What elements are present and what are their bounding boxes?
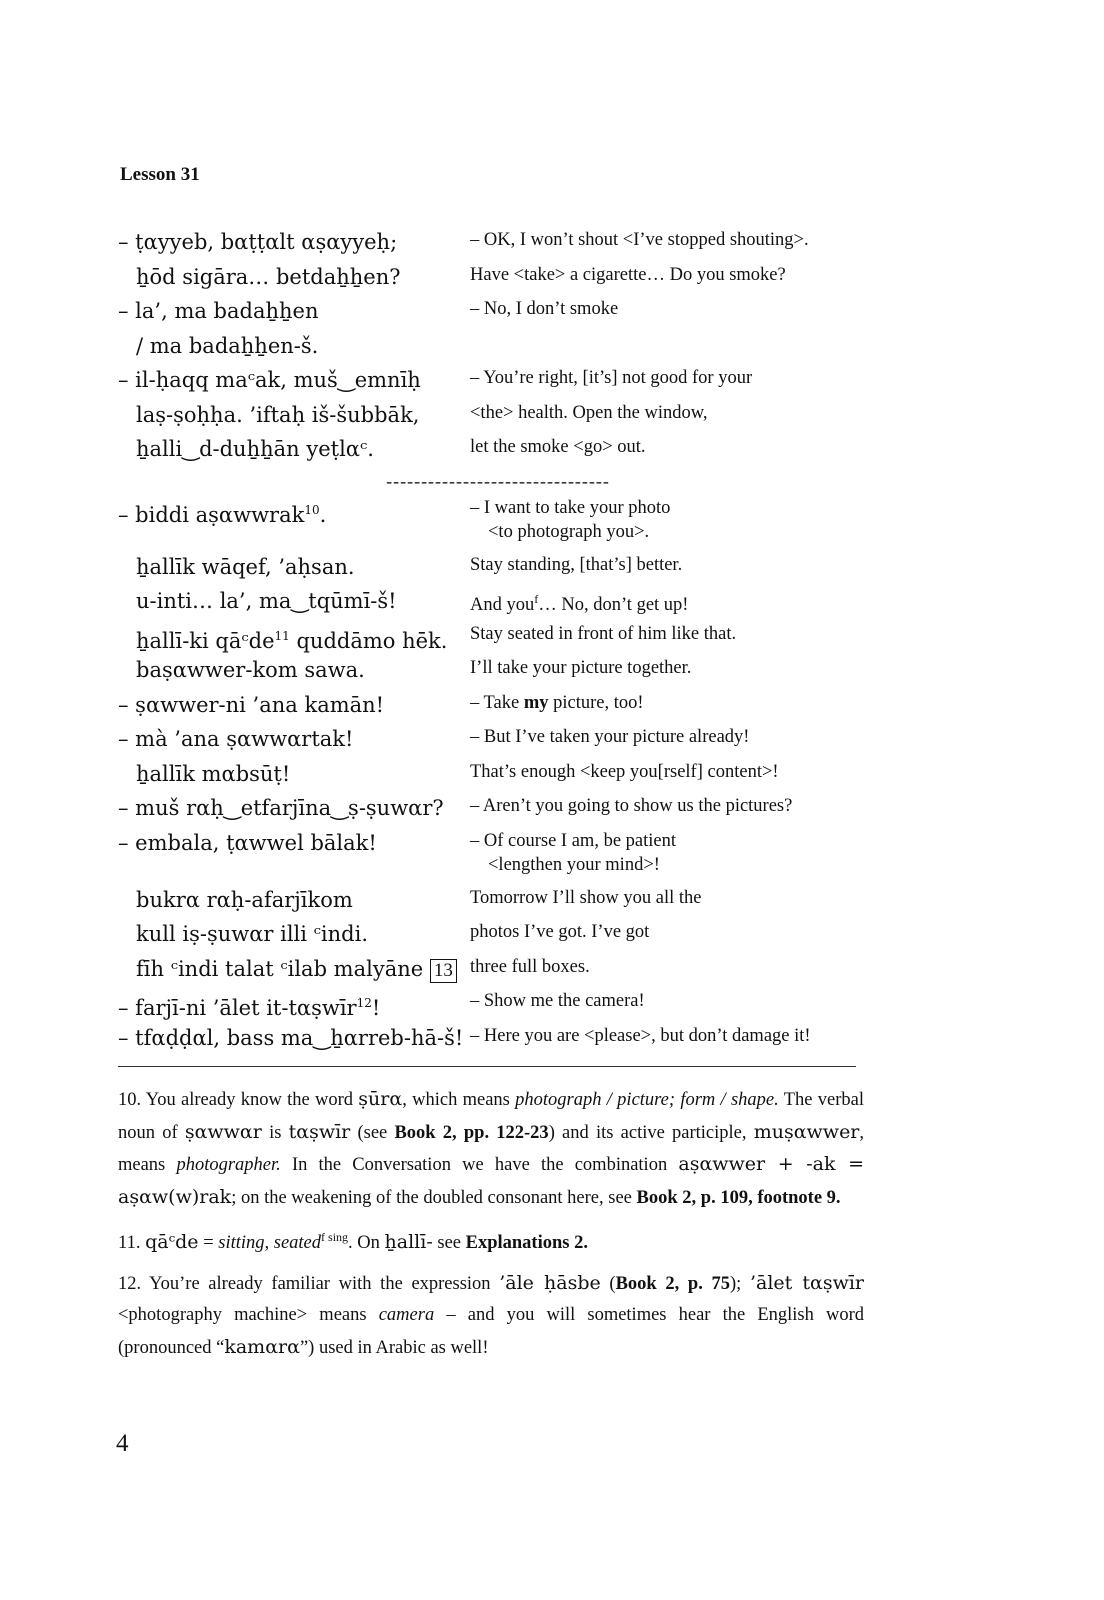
note-reference: Book 2, p. 109, footnote 9. [636, 1187, 841, 1208]
arabic-text: ẖallī-ki qāᶜde [136, 628, 275, 653]
arabic-line [118, 725, 470, 753]
dialogue-line [118, 622, 878, 657]
arabic-line [118, 794, 470, 822]
english-text: I’ll take your picture together. [470, 658, 692, 678]
note-reference: Book 2, p. 75 [615, 1273, 730, 1294]
transliteration: ṣūrα [358, 1088, 403, 1110]
arabic-text: – la’, ma badaẖẖen [118, 299, 319, 323]
arabic-line [118, 496, 470, 529]
arabic-line [118, 366, 470, 394]
arabic-line [118, 263, 470, 291]
arabic-line [118, 1024, 470, 1052]
note-text: . On [348, 1233, 380, 1254]
note-text: , which means [402, 1090, 510, 1110]
english-line [470, 496, 878, 544]
english-text: Stay standing, [that’s] better. [470, 554, 683, 575]
english-text: That’s enough <keep you[rself] content>! [470, 761, 779, 782]
note-text: ) and its active participle, [548, 1122, 747, 1143]
gender-marker: f [534, 592, 539, 606]
footnote-ref: 11 [274, 628, 290, 643]
dialogue-line [118, 297, 878, 332]
arabic-text: – mà ’ana ṣαwwαrtak! [118, 727, 354, 751]
note-reference: Book 2, pp. 122-23 [394, 1122, 549, 1143]
english-line [470, 622, 878, 646]
footnote-ref: 10 [304, 502, 320, 517]
english-line [470, 920, 878, 944]
dialogue-line [118, 435, 878, 470]
dialogue-part-2 [118, 496, 878, 1059]
dialogue-line [118, 587, 878, 622]
transliteration: ’āle ḥāsbe [499, 1271, 601, 1294]
english-text: three full boxes. [470, 956, 590, 977]
english-text: <the> health. Open the window, [470, 402, 708, 423]
english-line [470, 553, 878, 577]
arabic-text: ẖallīk mαbsūṭ! [136, 761, 291, 786]
transliteration: tαṣwīr [288, 1120, 351, 1143]
footnote-ref: 12 [356, 996, 372, 1010]
english-text: Stay seated in front of him like that. [470, 623, 737, 644]
page-number: 4 [116, 1430, 129, 1457]
dialogue-line [118, 794, 878, 829]
english-line [470, 1024, 878, 1048]
arabic-line [118, 955, 470, 983]
note-text: You’re already familiar with the expression [149, 1273, 491, 1294]
arabic-text-tail: ! [371, 996, 381, 1020]
dialogue-line [118, 920, 878, 955]
dialogue-line [118, 725, 878, 760]
english-text: – Take my picture, too! [470, 692, 644, 713]
transliteration: aṣαwwer + -ak = aṣαw(w)rak [118, 1153, 864, 1208]
note-text: You already know the word [145, 1090, 354, 1110]
english-text: photos I’ve got. I’ve got [470, 922, 650, 942]
english-line [470, 955, 878, 979]
arabic-text: bukrα rαḥ-afarjīkom [136, 887, 353, 912]
arabic-line [118, 587, 470, 615]
arabic-line [118, 622, 470, 655]
arabic-text: ẖallīk wāqef, ’aḥsan. [136, 554, 355, 579]
arabic-text: – embala, ṭαwwel bālak! [118, 830, 377, 855]
english-line [470, 263, 878, 287]
dialogue-line [118, 656, 878, 691]
english-line [470, 366, 878, 390]
note-italic: camera [378, 1305, 435, 1326]
english-line [470, 760, 878, 784]
english-text: – OK, I won’t shout <I’ve stopped shouting>. [470, 230, 809, 250]
dialogue-line [118, 1024, 878, 1059]
arabic-text: fīh ᶜindi talat ᶜilab malyāne [136, 956, 424, 981]
arabic-text: / ma badaẖẖen-š. [136, 333, 319, 358]
note-text: The verbal noun of [118, 1090, 864, 1143]
dialogue-line [118, 366, 878, 401]
note-text: – and you will sometimes hear the English word (pronounced “ [118, 1305, 865, 1358]
transliteration: ẖallī- [384, 1231, 433, 1254]
english-text: let the smoke <go> out. [470, 437, 646, 457]
english-line [470, 691, 878, 715]
transliteration: muṣαwwer [753, 1120, 860, 1143]
dialogue-line [118, 332, 878, 367]
transliteration: qāᶜde [145, 1231, 199, 1254]
arabic-text: – ṭαyyeb, bαṭṭαlt αṣαyyeḥ; [118, 230, 398, 254]
dialogue-line [118, 829, 878, 886]
footnote-12 [118, 1268, 864, 1365]
arabic-text: laṣ-ṣoḥḥa. ’iftaḥ iš-šubbāk, [136, 402, 420, 427]
english-text: Tomorrow I’ll show you all the [470, 887, 702, 908]
note-text: ); [729, 1273, 742, 1294]
english-text: – Aren’t you going to show us the pictures? [470, 796, 793, 816]
arabic-text: ẖalli‿d-duẖẖān yeṭlαᶜ. [136, 437, 374, 461]
note-text: In the Conversation we have the combination [291, 1155, 668, 1175]
boxed-number: 13 [430, 959, 457, 983]
note-italic: photographer. [176, 1155, 281, 1175]
english-line [470, 228, 878, 252]
arabic-line [118, 886, 470, 914]
arabic-text: – muš rαḥ‿etfarjīna‿ṣ-ṣuwαr? [118, 796, 444, 820]
arabic-text: – ṣαwwer-ni ’ana kamān! [118, 692, 385, 717]
dialogue-line [118, 263, 878, 298]
arabic-text: – tfαḍḍαl, bass ma‿ẖαrreb-hā-š! [118, 1025, 464, 1050]
english-line [470, 829, 878, 877]
english-text-continuation: <to photograph you>. [488, 521, 650, 542]
note-reference: Explanations 2. [465, 1233, 588, 1254]
arabic-text-tail: quddāmo hēk. [289, 628, 448, 653]
arabic-text: ẖōd sigāra… betdaẖẖen? [136, 264, 401, 289]
english-text: – But I’ve taken your picture already! [470, 727, 750, 747]
arabic-text: – biddi aṣαwwrak [118, 502, 305, 527]
english-text: – Of course I am, be patient [470, 830, 676, 851]
arabic-line [118, 829, 470, 857]
note-text: , means [118, 1122, 865, 1175]
english-line [470, 794, 878, 818]
english-line [470, 435, 878, 459]
section-separator: -------------------------------- [386, 470, 610, 491]
arabic-line [118, 332, 470, 360]
arabic-line [118, 553, 470, 581]
arabic-line [118, 435, 470, 463]
dialogue-line [118, 228, 878, 263]
arabic-text: – il-ḥaqq maᶜak, muš‿emnīḥ [118, 368, 421, 392]
footnote-10 [118, 1084, 864, 1214]
english-line [470, 656, 878, 680]
transliteration: ’ālet tαṣwīr [749, 1271, 865, 1294]
english-line [470, 587, 878, 617]
dialogue-part-1 [118, 228, 878, 470]
note-superscript: f sing [321, 1230, 349, 1244]
note-text: is [269, 1122, 282, 1143]
arabic-line [118, 989, 470, 1022]
english-text-continuation: <lengthen your mind>! [488, 854, 660, 875]
arabic-line [118, 691, 470, 719]
dialogue-table [118, 228, 878, 1058]
arabic-text: baṣαwwer-kom sawa. [136, 658, 365, 682]
english-text: – Show me the camera! [470, 991, 645, 1011]
dialogue-line [118, 496, 878, 553]
english-line [470, 886, 878, 910]
english-text: – Here you are <please>, but don’t damage it! [470, 1025, 811, 1046]
note-text: ”) used in Arabic as well! [299, 1337, 489, 1358]
note-text: = [203, 1233, 214, 1254]
dialogue-line [118, 989, 878, 1024]
footnote-number: 10. [118, 1090, 142, 1110]
arabic-line [118, 760, 470, 788]
note-text: (see [357, 1122, 388, 1143]
footnote-rule [118, 1066, 856, 1067]
english-text: Have <take> a cigarette… Do you smoke? [470, 264, 786, 285]
transliteration: kamαrα [224, 1335, 300, 1358]
note-text: ; on the weakening of the doubled consonant here, see [231, 1187, 632, 1208]
transliteration: ṣαwwαr [184, 1120, 262, 1143]
english-text-tail: … No, don’t get up! [538, 595, 689, 616]
arabic-text: – farjī-ni ’ālet it-tαṣwīr [118, 996, 357, 1020]
footnote-11 [118, 1222, 864, 1260]
note-text: ( [609, 1273, 616, 1294]
english-line [470, 989, 878, 1013]
english-line [470, 401, 878, 425]
arabic-text: u-inti… la’, ma‿tqūmī-š! [136, 589, 397, 613]
dialogue-line [118, 553, 878, 588]
arabic-line [118, 920, 470, 948]
english-text: – No, I don’t smoke [470, 299, 619, 319]
note-italic: sitting, seated [218, 1233, 322, 1254]
english-text: – I want to take your photo [470, 497, 671, 518]
note-italic: photograph / picture; form / shape. [515, 1090, 779, 1110]
arabic-line [118, 297, 470, 325]
dialogue-line [118, 886, 878, 921]
lesson-header: Lesson 31 [120, 164, 200, 185]
arabic-line [118, 228, 470, 256]
dialogue-line [118, 760, 878, 795]
english-line [470, 725, 878, 749]
dialogue-line [118, 955, 878, 990]
dialogue-line [118, 691, 878, 726]
english-text: And you [470, 595, 535, 616]
arabic-line [118, 656, 470, 684]
english-text: – You’re right, [it’s] not good for your [470, 368, 753, 388]
footnotes [118, 1084, 864, 1372]
note-text: see [437, 1233, 461, 1254]
english-line [470, 297, 878, 321]
arabic-text: kull iṣ-ṣuwαr illi ᶜindi. [136, 922, 369, 946]
arabic-text-tail: . [319, 502, 327, 527]
note-text: <photography machine> means [118, 1305, 367, 1326]
dialogue-line [118, 401, 878, 436]
footnote-number: 11. [118, 1233, 141, 1254]
footnote-number: 12. [118, 1273, 142, 1294]
arabic-line [118, 401, 470, 429]
